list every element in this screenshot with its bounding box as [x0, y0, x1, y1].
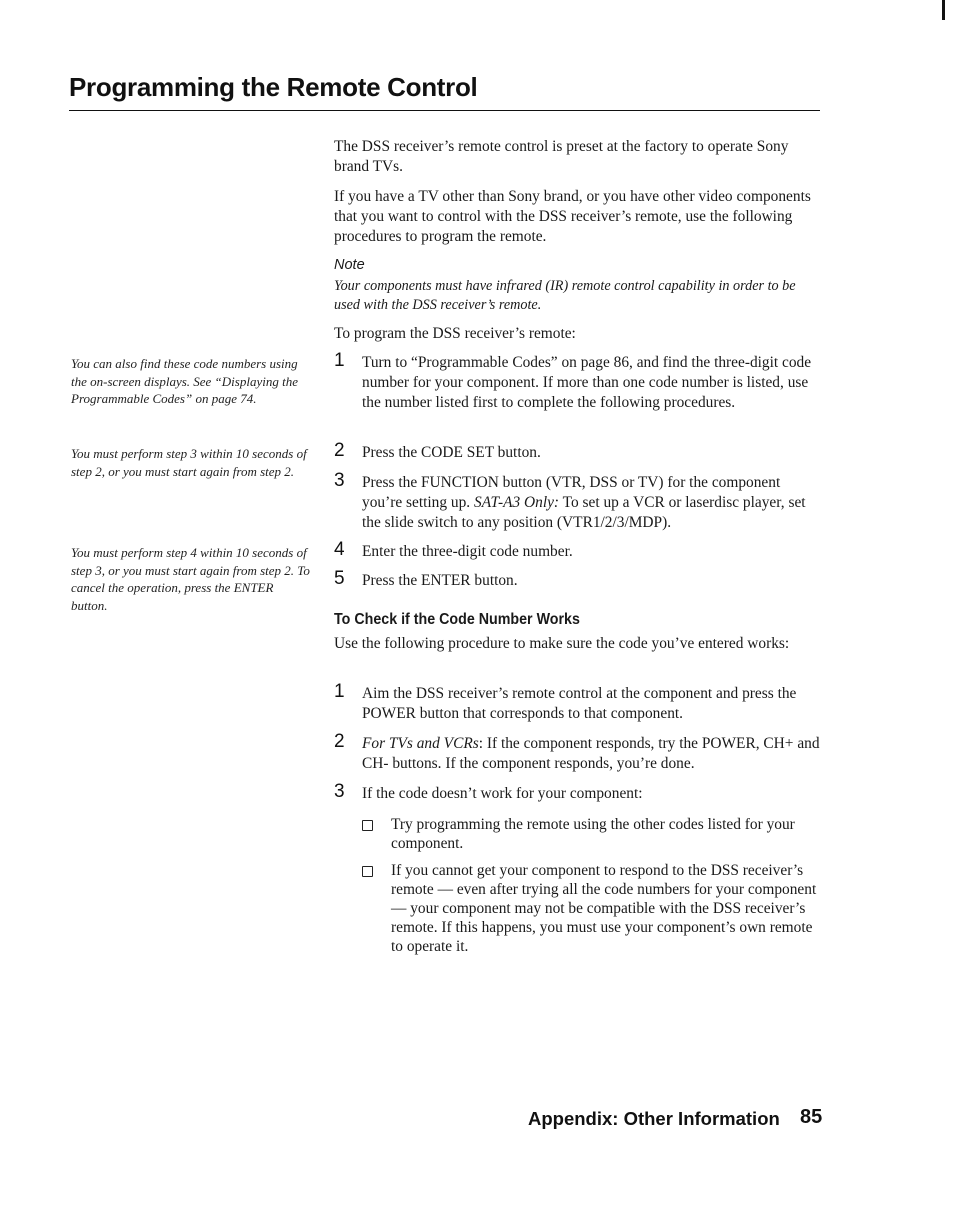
footer-section-title: Appendix: Other Information	[528, 1108, 780, 1129]
step-text: Aim the DSS receiver’s remote control at the component and press the POWER button that corresponds to that component.	[362, 685, 797, 722]
model-qualifier: SAT-A3 Only:	[474, 494, 560, 511]
check-intro-block	[334, 634, 822, 654]
step-text	[362, 473, 824, 533]
step-text-part: : If the component responds, try the POWER, CH+ and CH- buttons. If the component responds, you’re done.	[362, 735, 820, 772]
intro-paragraph-1: The DSS receiver’s remote control is preset at the factory to operate Sony brand TVs.	[334, 138, 789, 175]
check-intro: Use the following procedure to make sure the code you’ve entered works:	[334, 635, 790, 652]
page-edge-mark	[942, 0, 945, 20]
intro-paragraph-2: If you have a TV other than Sony brand, or you have other video components that you want to control with the DSS receiver’s remote, use the following procedures to program the remote.	[334, 188, 811, 245]
step-text	[362, 734, 824, 774]
step-text: Press the ENTER button.	[362, 572, 518, 589]
step-number: 1	[334, 350, 345, 371]
intro-section	[334, 137, 822, 177]
step-text-part: To set up a VCR or laserdisc player, set the slide switch to any position (VTR1/2/3/MDP).	[362, 494, 806, 531]
device-qualifier: For TVs and VCRs	[362, 735, 479, 752]
note-block	[334, 257, 822, 273]
note-text-block	[334, 277, 822, 315]
bullet-text: Try programming the remote using the other codes listed for your component.	[391, 816, 795, 852]
step-number: 1	[334, 681, 345, 702]
step-number: 5	[334, 568, 345, 589]
step-number: 2	[334, 440, 345, 461]
step-text-part: Press the FUNCTION button (VTR, DSS or TV) for the component you’re setting up.	[362, 474, 781, 511]
page-number: 85	[800, 1106, 823, 1128]
step-text: Press the CODE SET button.	[362, 444, 541, 461]
checkbox-bullet-icon	[362, 820, 373, 831]
title-rule	[69, 110, 820, 111]
note-text: Your components must have infrared (IR) remote control capability in order to be used with the DSS receiver’s remote.	[334, 278, 796, 313]
intro-section-2	[334, 187, 822, 247]
step-number: 3	[334, 470, 345, 491]
sidenote-step3-timing: You must perform step 3 within 10 seconds of step 2, or you must start again from step 2.	[71, 446, 307, 479]
step-text: If the code doesn’t work for your component:	[362, 785, 643, 802]
sidenote-code-numbers: You can also find these code numbers using the on-screen displays. See “Displaying the Programmable Codes” on page 74.	[71, 356, 298, 406]
program-intro: To program the DSS receiver’s remote:	[334, 325, 576, 342]
note-label: Note	[334, 257, 365, 273]
page-title: Programming the Remote Control	[69, 72, 478, 102]
program-intro-block	[334, 324, 822, 344]
sidenote-step4-timing: You must perform step 4 within 10 seconds of step 3, or you must start again from step 2. To cancel the operation, press the ENTER button.	[71, 545, 310, 613]
step-text: Enter the three-digit code number.	[362, 543, 573, 560]
step-number: 2	[334, 731, 345, 752]
check-heading: To Check if the Code Number Works	[334, 611, 580, 628]
checkbox-bullet-icon	[362, 866, 373, 877]
step-number: 4	[334, 539, 345, 560]
bullet-text: If you cannot get your component to respond to the DSS receiver’s remote — even after trying all the code numbers for your component — your component may not be compatible with the DSS receiver’s remote. If this happens, you must use your component’s own remote to operate it.	[391, 862, 817, 955]
step-number: 3	[334, 781, 345, 802]
step-text: Turn to “Programmable Codes” on page 86, and find the three-digit code number for your component. If more than one code number is listed, use the number listed first to complete the following procedures.	[362, 354, 812, 411]
